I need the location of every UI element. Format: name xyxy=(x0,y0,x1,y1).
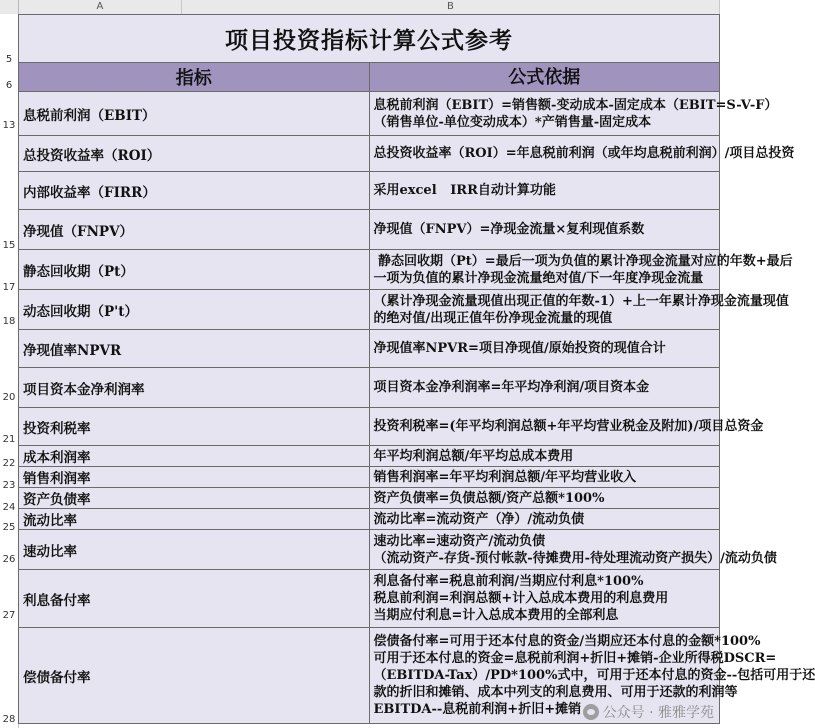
formula-cell[interactable] xyxy=(369,136,795,172)
formula-cell[interactable] xyxy=(369,446,720,467)
table-row xyxy=(19,446,720,467)
formula-line: （累计净现金流量现值出现正值的年数-1）+上一年累计净现金流量现值 xyxy=(373,293,789,309)
formula-line: 投资利税率=(年平均利润总额+年平均营业税金及附加)/项目总资金 xyxy=(373,419,764,434)
row-number[interactable]: 28 xyxy=(2,714,16,725)
indicator-cell[interactable]: 总投资收益率（ROI） xyxy=(19,136,370,172)
formula-line: 的绝对值/出现正值年份净现金流量的现值 xyxy=(373,310,613,326)
formula-cell[interactable] xyxy=(369,467,720,488)
formula-line: 税息前利润=利润总额+计入总成本费用的利息费用 xyxy=(373,591,669,606)
row-number[interactable]: 15 xyxy=(2,240,16,251)
header-formula[interactable]: 公式依据 xyxy=(369,63,720,92)
indicator-cell[interactable]: 销售利润率 xyxy=(19,467,370,488)
formula-line: 资产负债率=负债总额/资产总额*100% xyxy=(373,490,605,506)
formula-table xyxy=(18,14,815,724)
formula-cell[interactable] xyxy=(369,530,777,570)
indicator-cell[interactable]: 净现值率NPVR xyxy=(19,330,370,368)
formula-line: 可用于还本付息的资金=息税前利润+折旧+摊销-企业所得税DSCR= xyxy=(373,651,777,666)
indicator-cell[interactable]: 项目资本金净利润率 xyxy=(19,368,370,408)
select-all-corner[interactable] xyxy=(0,0,19,14)
row-number[interactable]: 13 xyxy=(2,120,16,131)
formula-cell[interactable] xyxy=(369,172,720,210)
indicator-cell[interactable]: 投资利税率 xyxy=(19,408,370,446)
table-row xyxy=(19,250,720,290)
table-row xyxy=(19,172,720,210)
formula-line: 速动比率=速动资产/流动负债 xyxy=(373,533,546,549)
indicator-cell[interactable]: 偿债备付率 xyxy=(19,628,370,724)
formula-cell[interactable] xyxy=(369,488,720,509)
watermark-text: 公众号 · 雅雅学苑 xyxy=(602,705,714,721)
indicator-cell[interactable]: 静态回收期（Pt） xyxy=(19,250,370,290)
formula-line: 一项为负值的累计净现金流量绝对值/下一年度净现金流量 xyxy=(373,270,704,286)
indicator-cell[interactable]: 动态回收期（P't） xyxy=(19,290,370,330)
formula-line: EBITDA--息税前利润+折旧+摊销 xyxy=(373,702,582,717)
row-number[interactable]: 21 xyxy=(2,434,16,445)
formula-line: 项目资本金净利润率=年平均净利润/项目资本金 xyxy=(373,380,650,395)
indicator-cell[interactable]: 利息备付率 xyxy=(19,570,370,628)
row-number[interactable]: 24 xyxy=(2,502,16,513)
sheet-title[interactable]: 项目投资指标计算公式参考 xyxy=(19,15,720,63)
row-number[interactable]: 23 xyxy=(2,480,16,491)
formula-cell[interactable] xyxy=(369,408,764,446)
indicator-cell[interactable]: 资产负债率 xyxy=(19,488,370,509)
formula-cell[interactable] xyxy=(369,509,720,530)
formula-line: 总投资收益率（ROI）=年息税前利润（或年均息税前利润）/项目总投资 xyxy=(373,146,795,161)
table-row xyxy=(19,368,720,408)
formula-cell[interactable] xyxy=(369,368,720,408)
indicator-cell[interactable]: 流动比率 xyxy=(19,509,370,530)
header-indicator[interactable]: 指标 xyxy=(19,63,370,92)
watermark xyxy=(583,702,714,722)
table-row xyxy=(19,488,720,509)
formula-line: 静态回收期（Pt）=最后一项为负值的累计净现金流量对应的年数+最后 xyxy=(373,253,793,269)
row-number[interactable]: 25 xyxy=(2,522,16,533)
formula-cell[interactable] xyxy=(369,570,720,628)
row-number[interactable]: 6 xyxy=(5,80,13,91)
table-row xyxy=(19,330,720,368)
formula-line: 净现值（FNPV）=净现金流量×复利现值系数 xyxy=(373,222,645,237)
column-header-a[interactable]: A xyxy=(19,0,182,14)
formula-cell[interactable] xyxy=(369,290,789,330)
formula-line: 利息备付率=税息前利润/当期应付利息*100% xyxy=(373,574,644,589)
table-row xyxy=(19,509,720,530)
formula-line: 流动比率=流动资产（净）/流动负债 xyxy=(373,511,585,527)
table-row xyxy=(19,408,720,446)
formula-cell[interactable] xyxy=(369,250,793,290)
row-header-bar xyxy=(0,14,19,728)
formula-line: （销售单位-单位变动成本）*产销售量-固定成本 xyxy=(373,114,652,130)
formula-line: 当期应付利息=计入总成本费用的全部利息 xyxy=(373,608,619,623)
indicator-cell[interactable]: 内部收益率（FIRR） xyxy=(19,172,370,210)
indicator-cell[interactable]: 净现值（FNPV） xyxy=(19,210,370,250)
formula-line: 净现值率NPVR=项目净现值/原始投资的现值合计 xyxy=(373,341,666,356)
indicator-cell[interactable]: 成本利润率 xyxy=(19,446,370,467)
row-number[interactable]: 18 xyxy=(2,316,16,327)
row-number[interactable]: 20 xyxy=(2,392,16,403)
table-row xyxy=(19,530,720,570)
table-row xyxy=(19,467,720,488)
row-number[interactable]: 5 xyxy=(5,54,13,65)
formula-line: 采用excel IRR自动计算功能 xyxy=(373,183,556,198)
formula-cell[interactable] xyxy=(369,330,720,368)
table-row xyxy=(19,210,720,250)
table-row xyxy=(19,92,720,136)
table-row xyxy=(19,136,720,172)
row-number[interactable]: 26 xyxy=(2,554,16,565)
formula-cell[interactable] xyxy=(369,92,778,136)
indicator-cell[interactable]: 息税前利润（EBIT） xyxy=(19,92,370,136)
formula-cell[interactable] xyxy=(369,210,720,250)
indicator-cell[interactable]: 速动比率 xyxy=(19,530,370,570)
table-row xyxy=(19,570,720,628)
row-number[interactable]: 27 xyxy=(2,610,16,621)
column-header-bar xyxy=(0,0,720,15)
formula-line: 偿债备付率=可用于还本付息的资金/当期应还本付息的金额*100% xyxy=(373,634,761,649)
formula-line: （EBITDA-Tax）/PD*100%式中，可用于还本付息的资金--包括可用于还 xyxy=(373,668,815,683)
formula-line: （流动资产-存货-预付帐款-待摊费用-待处理流动资产损失）/流动负债 xyxy=(373,550,777,566)
wechat-icon xyxy=(583,704,599,720)
formula-line: 销售利润率=年平均利润总额/年平均营业收入 xyxy=(373,469,637,485)
table-row xyxy=(19,290,720,330)
row-number[interactable]: 17 xyxy=(2,282,16,293)
formula-line: 年平均利润总额/年平均总成本费用 xyxy=(373,448,574,464)
row-number[interactable]: 22 xyxy=(2,458,16,469)
formula-line: 息税前利润（EBIT）=销售额-变动成本-固定成本（EBIT=S-V-F） xyxy=(373,97,778,113)
formula-line: 款的折旧和摊销、成本中列支的利息费用、可用于还款的利润等 xyxy=(373,685,738,700)
column-header-b[interactable]: B xyxy=(182,0,720,14)
